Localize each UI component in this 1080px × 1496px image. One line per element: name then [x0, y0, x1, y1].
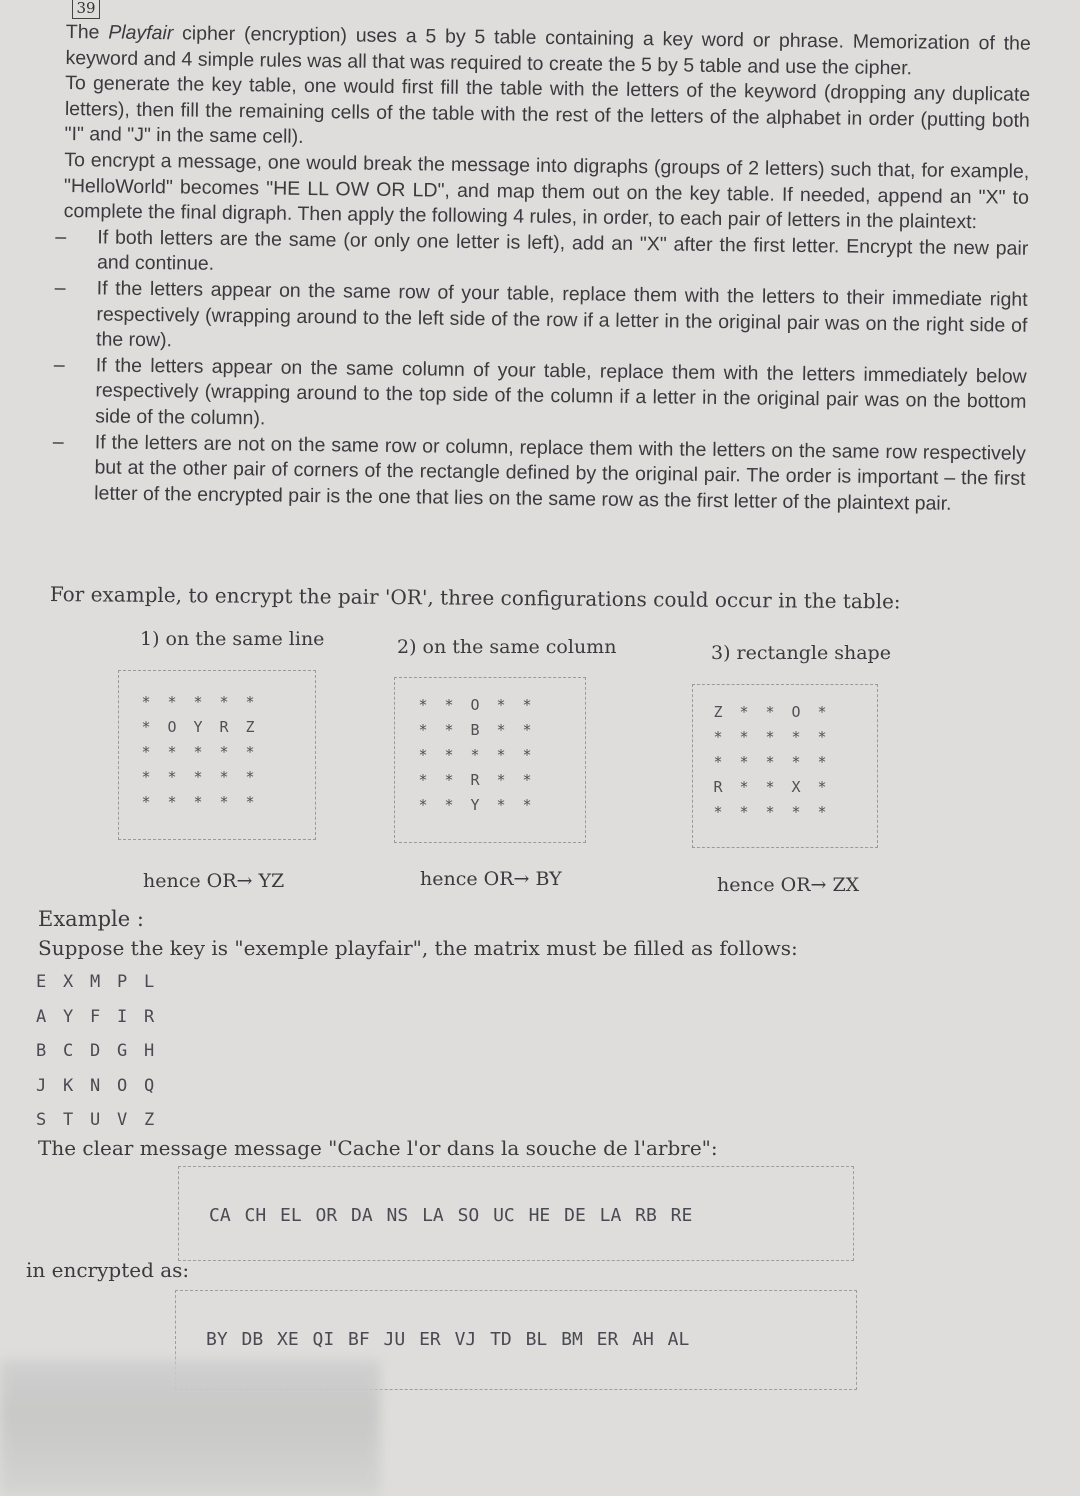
matrix-row: [36, 972, 171, 1007]
intro-p1-rest: cipher (encryption) uses a 5 by 5 table containing a key word or phrase. Memorization of the keyword and 4 simple rules was all that was required to create the 5 by 5 table and use the cipher.: [65, 22, 1031, 79]
grid-star-cell: *: [193, 693, 203, 711]
grid-letter-cell: Y: [470, 796, 480, 814]
grid-star-cell: *: [219, 768, 229, 786]
config-grid-same-column: [410, 696, 540, 821]
grid-star-cell: *: [817, 803, 827, 821]
clear-message-pairs: CA CH EL OR DA NS LA SO UC HE DE LA RB RE: [209, 1205, 693, 1226]
grid-letter-cell: R: [219, 718, 229, 736]
grid-letter-cell: O: [167, 718, 177, 736]
grid-star-cell: *: [791, 728, 801, 746]
clear-message-box: [178, 1166, 854, 1261]
grid-star-cell: *: [791, 753, 801, 771]
matrix-cell: Q: [144, 1075, 155, 1096]
matrix-cell: N: [90, 1075, 101, 1096]
grid-star-cell: *: [167, 793, 177, 811]
clear-message-label: The clear message message "Cache l'or dans la souche de l'arbre":: [38, 1136, 718, 1160]
rule-item: – If the letters appear on the same row of your table, replace them with the letters to their immediate right respectively (wrapping around to the left side of the row if a letter in the original pair was on the right side of the row).: [62, 276, 1028, 365]
grid-star-cell: *: [418, 796, 428, 814]
matrix-cell: E: [36, 972, 47, 992]
grid-star-cell: *: [444, 721, 454, 739]
matrix-cell: J: [36, 1075, 47, 1096]
grid-star-cell: *: [193, 743, 203, 761]
matrix-cell: Y: [63, 1006, 74, 1027]
matrix-cell: P: [117, 972, 128, 992]
example-intro: For example, to encrypt the pair 'OR', three configurations could occur in the table:: [49, 582, 901, 614]
grid-star-cell: *: [444, 796, 454, 814]
matrix-cell: I: [117, 1006, 128, 1027]
grid-star-cell: *: [245, 743, 255, 761]
config-grid-box-same-line: [118, 670, 316, 840]
grid-star-cell: *: [817, 703, 827, 721]
grid-star-cell: *: [219, 793, 229, 811]
grid-letter-cell: Z: [713, 703, 723, 721]
grid-star-cell: *: [141, 768, 151, 786]
grid-letter-cell: Y: [193, 718, 203, 736]
encrypted-label: in encrypted as:: [26, 1258, 190, 1282]
playfair-italic: Playfair: [108, 21, 174, 45]
grid-star-cell: *: [418, 696, 428, 714]
page-number: 39: [72, 0, 100, 19]
grid-letter-cell: X: [791, 778, 801, 796]
matrix-cell: C: [63, 1041, 74, 1061]
matrix-cell: R: [144, 1006, 155, 1027]
matrix-cell: A: [36, 1006, 47, 1027]
grid-star-cell: *: [496, 696, 506, 714]
grid-letter-cell: Z: [245, 718, 255, 736]
grid-star-cell: *: [245, 793, 255, 811]
matrix-cell: U: [90, 1110, 101, 1130]
grid-star-cell: *: [444, 771, 454, 789]
config-grid-box-same-column: [394, 677, 586, 843]
matrix-row: [36, 1041, 171, 1076]
grid-star-cell: *: [496, 771, 506, 789]
grid-star-cell: *: [791, 803, 801, 821]
grid-star-cell: *: [496, 796, 506, 814]
grid-star-cell: *: [522, 746, 532, 764]
grid-star-cell: *: [193, 793, 203, 811]
grid-star-cell: *: [219, 693, 229, 711]
grid-star-cell: *: [713, 803, 723, 821]
grid-star-cell: *: [193, 768, 203, 786]
example-title: Example :: [38, 907, 144, 931]
grid-star-cell: *: [739, 728, 749, 746]
matrix-cell: T: [63, 1110, 74, 1130]
grid-star-cell: *: [141, 743, 151, 761]
matrix-cell: L: [144, 972, 155, 992]
grid-star-cell: *: [739, 753, 749, 771]
grid-star-cell: *: [418, 771, 428, 789]
grid-star-cell: *: [522, 771, 532, 789]
grid-star-cell: *: [765, 803, 775, 821]
grid-star-cell: *: [765, 703, 775, 721]
rule-item: – If the letters are not on the same row or column, replace them with the letters on the same row respectively but at the other pair of corners of the rectangle defined by the original pair. The order is important – the first letter of the encrypted pair is the one that lies on the same row as the first letter of the plaintext pair.: [60, 429, 1026, 518]
grid-star-cell: *: [245, 693, 255, 711]
matrix-cell: F: [90, 1006, 101, 1027]
config-result-same-column: hence OR→ BY: [420, 868, 562, 890]
grid-star-cell: *: [444, 746, 454, 764]
grid-letter-cell: B: [470, 721, 480, 739]
grid-star-cell: *: [167, 743, 177, 761]
grid-star-cell: *: [496, 721, 506, 739]
grid-star-cell: *: [713, 728, 723, 746]
grid-star-cell: *: [765, 753, 775, 771]
config-title-same-line: 1) on the same line: [140, 628, 325, 650]
grid-star-cell: *: [522, 721, 532, 739]
matrix-cell: K: [63, 1075, 74, 1096]
grid-letter-cell: R: [713, 778, 723, 796]
grid-star-cell: *: [765, 728, 775, 746]
grid-star-cell: *: [817, 778, 827, 796]
grid-star-cell: *: [522, 796, 532, 814]
grid-letter-cell: O: [791, 703, 801, 721]
grid-star-cell: *: [444, 696, 454, 714]
config-grid-box-rectangle: [692, 684, 878, 848]
grid-star-cell: *: [167, 768, 177, 786]
matrix-cell: X: [63, 972, 74, 992]
matrix-cell: H: [144, 1041, 155, 1061]
grid-star-cell: *: [470, 746, 480, 764]
grid-letter-cell: O: [470, 696, 480, 714]
grid-star-cell: *: [817, 753, 827, 771]
config-result-same-line: hence OR→ YZ: [143, 870, 285, 892]
encrypted-message-pairs: BY DB XE QI BF JU ER VJ TD BL BM ER AH AL: [206, 1329, 690, 1350]
grid-star-cell: *: [713, 753, 723, 771]
grid-letter-cell: R: [470, 771, 480, 789]
grid-star-cell: *: [141, 793, 151, 811]
blurred-area: [0, 1360, 380, 1496]
matrix-cell: D: [90, 1041, 101, 1061]
matrix-cell: M: [90, 972, 101, 992]
grid-star-cell: *: [739, 778, 749, 796]
matrix-cell: B: [36, 1041, 47, 1061]
config-title-rectangle: 3) rectangle shape: [711, 642, 891, 664]
config-result-rectangle: hence OR→ ZX: [717, 874, 860, 896]
example-subtitle: Suppose the key is "exemple playfair", the matrix must be filled as follows:: [38, 936, 798, 960]
grid-star-cell: *: [141, 718, 151, 736]
rule-item: – If both letters are the same (or only one letter is left), add an "X" after the first letter. Encrypt the new pair and continue.: [63, 225, 1029, 288]
config-grid-same-line: [133, 693, 263, 818]
grid-star-cell: *: [141, 693, 151, 711]
grid-star-cell: *: [219, 743, 229, 761]
grid-star-cell: *: [245, 768, 255, 786]
grid-star-cell: *: [522, 696, 532, 714]
matrix-row: [36, 1007, 171, 1042]
intro-text: [60, 20, 1031, 518]
config-grid-rectangle: [705, 703, 835, 828]
rule-item: – If the letters appear on the same column of your table, replace them with the letters immediately below respectively (wrapping around to the top side of the column if a letter in the original pair was on the bottom side of the column).: [61, 353, 1027, 442]
grid-star-cell: *: [817, 728, 827, 746]
intro-p1-start: The: [65, 20, 109, 44]
grid-star-cell: *: [765, 778, 775, 796]
config-title-same-column: 2) on the same column: [397, 636, 617, 658]
matrix-cell: Z: [144, 1110, 155, 1130]
intro-paragraph-3: To encrypt a message, one would break the message into digraphs (groups of 2 letters) such that, for example, "HelloWorld" becomes "HE LL OW OR LD", and map them out on the key table. If needed, append an "X" to complete the final digraph. Then apply the following 4 rules, in order, to each pair of letters in the plaintext:: [63, 148, 1030, 234]
key-matrix: [36, 972, 171, 1145]
intro-paragraph-2: To generate the key table, one would first fill the table with the letters of the keyword (dropping any duplicate letters), then fill the remaining cells of the table with the rest of the letters of the alphabet in order (putting both "I" and "J" in the same cell).: [64, 72, 1031, 149]
grid-star-cell: *: [418, 746, 428, 764]
grid-star-cell: *: [739, 703, 749, 721]
matrix-row: [36, 1076, 171, 1111]
matrix-cell: O: [117, 1075, 128, 1096]
matrix-cell: G: [117, 1041, 128, 1061]
grid-star-cell: *: [496, 746, 506, 764]
grid-star-cell: *: [418, 721, 428, 739]
rules-list: [60, 225, 1028, 518]
grid-star-cell: *: [739, 803, 749, 821]
grid-star-cell: *: [167, 693, 177, 711]
matrix-cell: S: [36, 1110, 47, 1130]
matrix-cell: V: [117, 1110, 128, 1130]
